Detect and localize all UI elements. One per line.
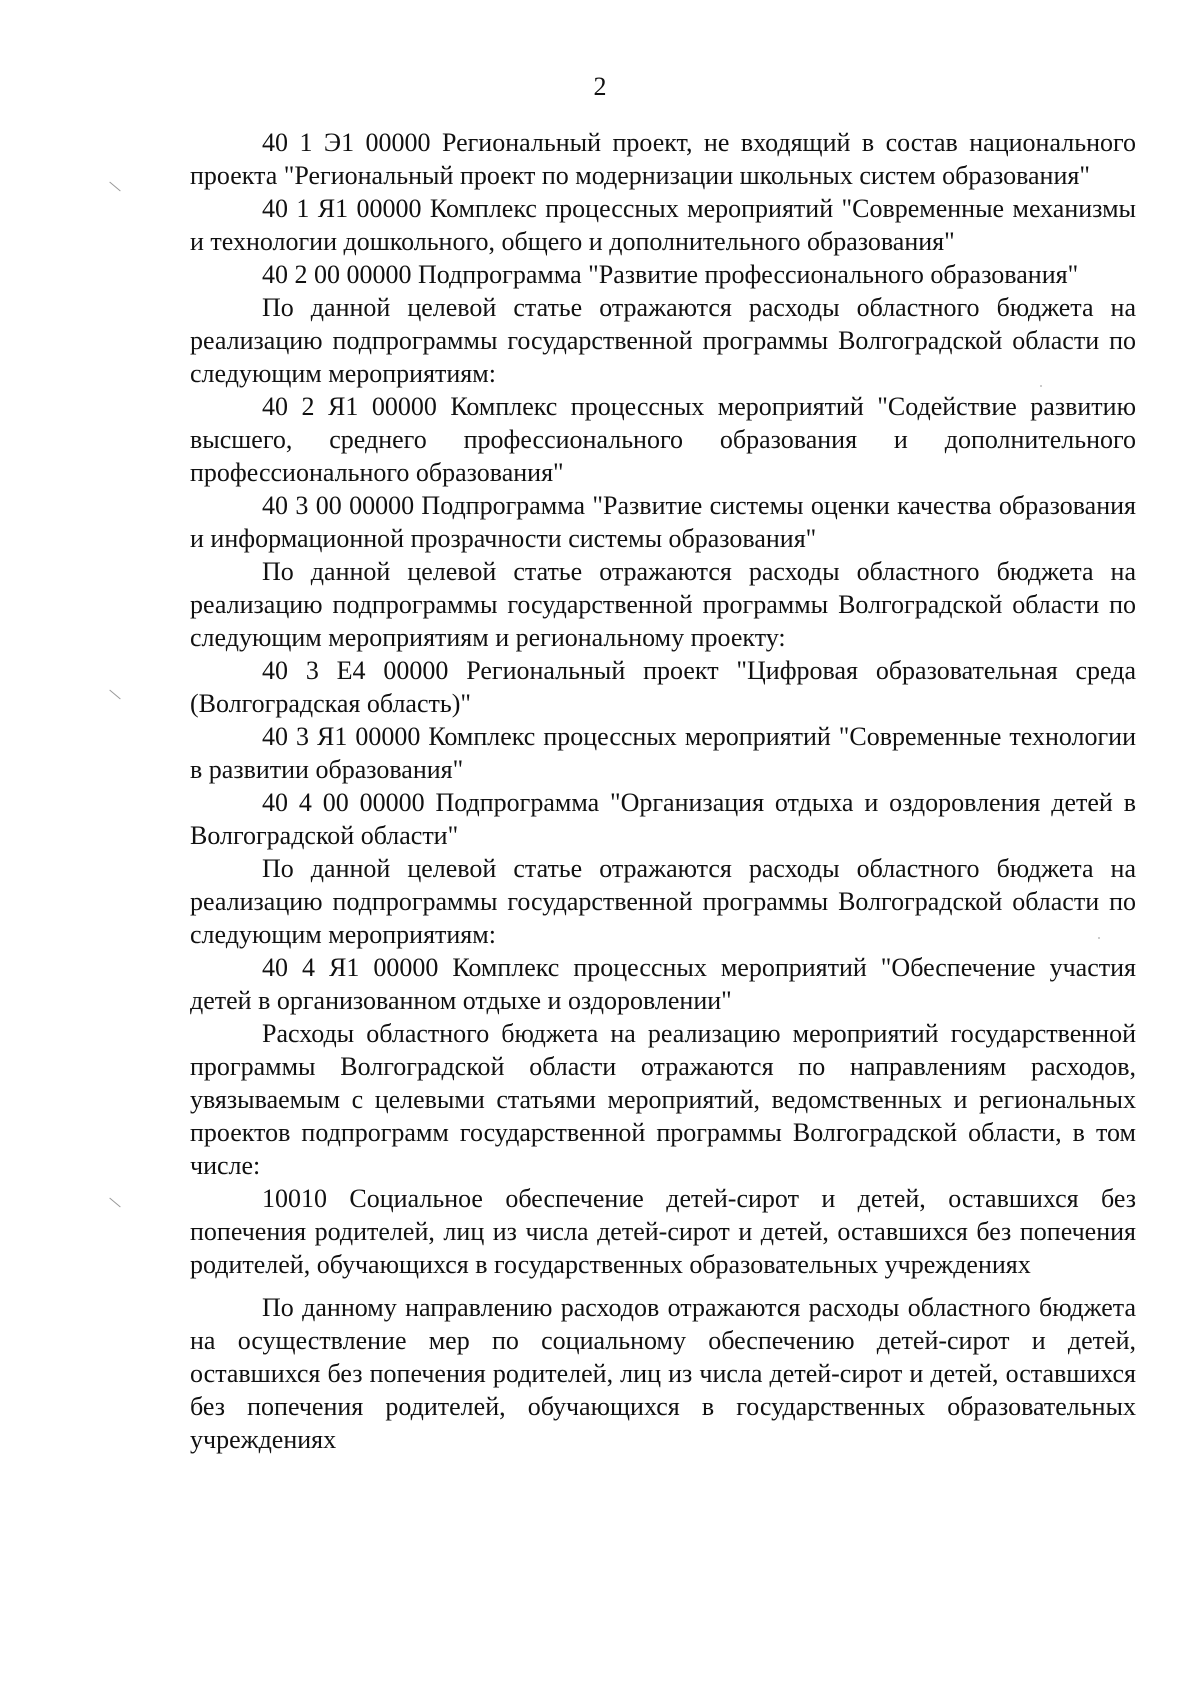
paragraph: По данной целевой статье отражаются расходы областного бюджета на реализацию подпрограммы государственной программы Волгоградской области по следующим мероприятиям и региональному проекту: — [190, 557, 1136, 652]
scan-mark — [109, 690, 120, 700]
document-body — [190, 126, 1136, 1456]
paragraph: 40 3 Я1 00000 Комплекс процессных мероприятий "Современные технологии в развитии образования" — [190, 722, 1136, 784]
paragraph: 40 4 Я1 00000 Комплекс процессных мероприятий "Обеспечение участия детей в организованном отдыхе и оздоровлении" — [190, 953, 1136, 1015]
paragraph: 40 1 Э1 00000 Региональный проект, не входящий в состав национального проекта "Региональный проект по модернизации школьных систем образования" — [190, 128, 1136, 190]
paragraph: 10010 Социальное обеспечение детей-сирот и детей, оставшихся без попечения родителей, лиц из числа детей-сирот и детей, оставшихся без попечения родителей, обучающихся в государственных образовательных учреждениях — [190, 1184, 1136, 1279]
paragraph: 40 4 00 00000 Подпрограмма "Организация отдыха и оздоровления детей в Волгоградской области" — [190, 788, 1136, 850]
paragraph: 40 3 Е4 00000 Региональный проект "Цифровая образовательная среда (Волгоградская область)" — [190, 656, 1136, 718]
paragraph: 40 2 Я1 00000 Комплекс процессных мероприятий "Содействие развитию высшего, среднего профессионального образования и дополнительного профессионального образования" — [190, 392, 1136, 487]
paragraph: По данной целевой статье отражаются расходы областного бюджета на реализацию подпрограммы государственной программы Волгоградской области по следующим мероприятиям: — [190, 293, 1136, 388]
page-number: 2 — [593, 72, 607, 101]
paragraph: 40 2 00 00000 Подпрограмма "Развитие профессионального образования" — [262, 260, 1079, 289]
paragraph: По данной целевой статье отражаются расходы областного бюджета на реализацию подпрограммы государственной программы Волгоградской области по следующим мероприятиям: — [190, 854, 1136, 949]
paragraph: Расходы областного бюджета на реализацию мероприятий государственной программы Волгоградской области отражаются по направлениям расходов, увязываемым с целевыми статьями мероприятий, ведомственных и региональных проектов подпрограмм государственной программы Волгоградской области, в том числе: — [190, 1019, 1136, 1180]
paragraph: 40 3 00 00000 Подпрограмма "Развитие системы оценки качества образования и информационной прозрачности системы образования" — [190, 491, 1136, 553]
paragraph: По данному направлению расходов отражаются расходы областного бюджета на осуществление мер по социальному обеспечению детей-сирот и детей, оставшихся без попечения родителей, лиц из числа детей-сирот и детей, оставшихся без попечения родителей, обучающихся в государственных образовательных учреждениях — [190, 1293, 1136, 1454]
scan-mark — [109, 182, 120, 192]
scan-mark — [109, 1198, 120, 1208]
paragraph: 40 1 Я1 00000 Комплекс процессных мероприятий "Современные механизмы и технологии дошкольного, общего и дополнительного образования" — [190, 194, 1136, 256]
